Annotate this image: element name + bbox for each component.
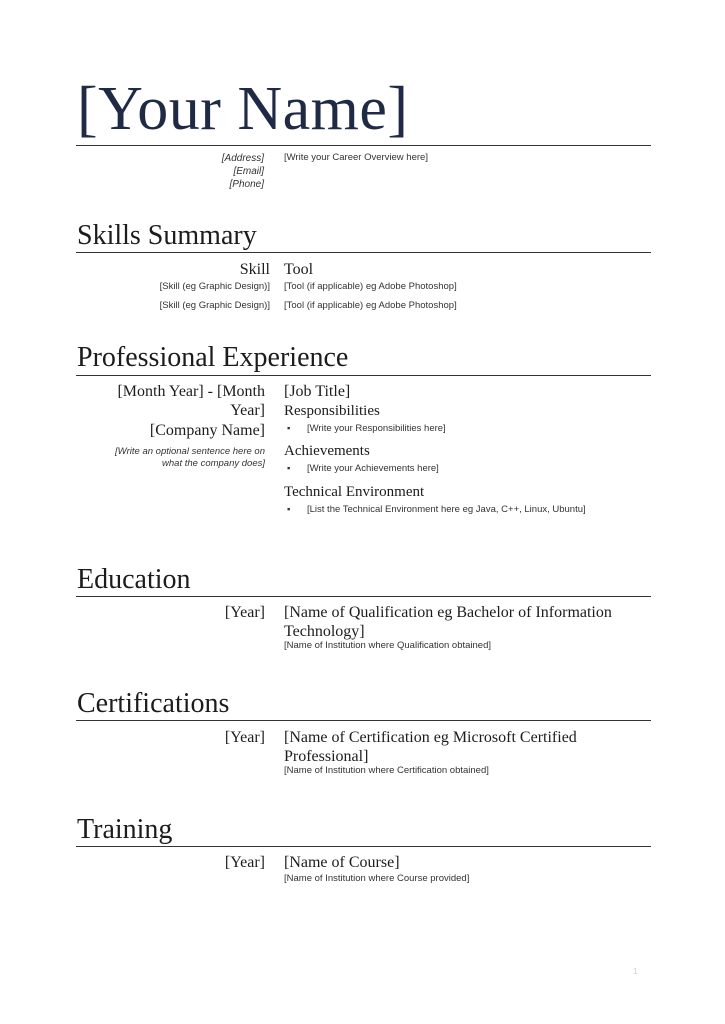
resume-name: [Your Name] bbox=[77, 75, 409, 143]
experience-period-line2: Year] bbox=[230, 402, 265, 419]
contact-email: [Email] bbox=[233, 166, 264, 177]
training-section-title: Training bbox=[77, 814, 173, 845]
achievements-text: [Write your Achievements here] bbox=[307, 463, 439, 474]
responsibilities-item bbox=[287, 423, 446, 434]
experience-period bbox=[65, 382, 265, 420]
training-year: [Year] bbox=[224, 854, 265, 871]
contact-phone: [Phone] bbox=[229, 179, 264, 190]
certifications-rule bbox=[76, 720, 651, 721]
career-overview: [Write your Career Overview here] bbox=[284, 152, 428, 163]
experience-company-note bbox=[65, 446, 265, 470]
education-qualification-line1: [Name of Qualification eg Bachelor of Information bbox=[284, 604, 612, 621]
responsibilities-text: [Write your Responsibilities here] bbox=[307, 423, 446, 434]
experience-company: [Company Name] bbox=[149, 422, 265, 439]
training-course: [Name of Course] bbox=[284, 854, 400, 871]
skill-row-1-skill: [Skill (eg Graphic Design)] bbox=[159, 281, 270, 292]
bullet-icon: ▪ bbox=[287, 463, 291, 474]
experience-period-line1: [Month Year] - [Month bbox=[117, 383, 265, 400]
skills-col-tool: Tool bbox=[284, 261, 314, 278]
company-note-line1: [Write an optional sentence here on bbox=[115, 446, 265, 457]
education-section-title: Education bbox=[77, 564, 191, 595]
tech-env-label: Technical Environment bbox=[284, 484, 425, 500]
certification-name bbox=[284, 728, 577, 766]
achievements-label: Achievements bbox=[284, 443, 370, 459]
certifications-section-title: Certifications bbox=[77, 688, 230, 719]
certification-year: [Year] bbox=[224, 729, 265, 746]
certification-name-line2: Professional] bbox=[284, 748, 369, 765]
responsibilities-label: Responsibilities bbox=[284, 403, 380, 419]
experience-job-title: [Job Title] bbox=[284, 383, 351, 400]
education-rule bbox=[76, 596, 651, 597]
experience-rule bbox=[76, 375, 651, 376]
skills-section-title: Skills Summary bbox=[77, 220, 257, 251]
contact-block bbox=[144, 152, 264, 191]
certification-name-line1: [Name of Certification eg Microsoft Certified bbox=[284, 729, 577, 746]
training-institution: [Name of Institution where Course provided] bbox=[284, 873, 470, 884]
bullet-icon: ▪ bbox=[287, 504, 291, 515]
skills-rule bbox=[76, 252, 651, 253]
education-qualification-line2: Technology] bbox=[284, 623, 365, 640]
experience-section-title: Professional Experience bbox=[77, 342, 349, 373]
achievements-item bbox=[287, 463, 439, 474]
education-institution: [Name of Institution where Qualification obtained] bbox=[284, 640, 492, 651]
bullet-icon: ▪ bbox=[287, 423, 291, 434]
education-year: [Year] bbox=[224, 604, 265, 621]
certification-institution: [Name of Institution where Certification obtained] bbox=[284, 765, 489, 776]
header-rule bbox=[76, 145, 651, 146]
company-note-line2: what the company does] bbox=[162, 458, 265, 469]
page-number: 1 bbox=[633, 967, 638, 976]
tech-env-text: [List the Technical Environment here eg Java, C++, Linux, Ubuntu] bbox=[307, 504, 586, 515]
skills-col-skill: Skill bbox=[239, 261, 270, 278]
training-rule bbox=[76, 846, 651, 847]
contact-address: [Address] bbox=[221, 153, 264, 164]
skill-row-2-skill: [Skill (eg Graphic Design)] bbox=[159, 300, 270, 311]
tech-env-item bbox=[287, 504, 586, 515]
skill-row-2-tool: [Tool (if applicable) eg Adobe Photoshop] bbox=[284, 300, 457, 311]
education-qualification bbox=[284, 603, 612, 641]
skill-row-1-tool: [Tool (if applicable) eg Adobe Photoshop] bbox=[284, 281, 457, 292]
